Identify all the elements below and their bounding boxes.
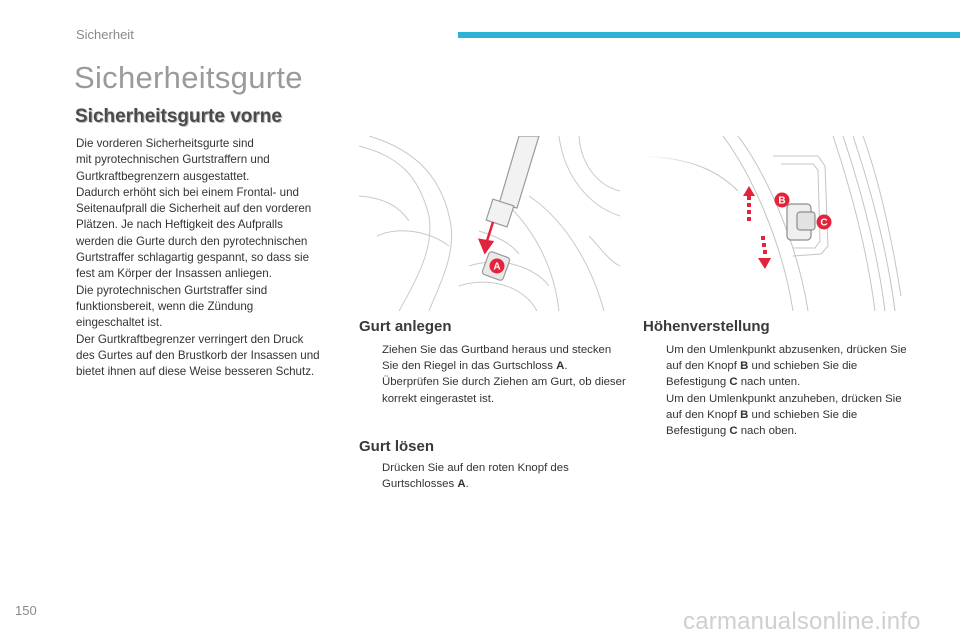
intro-line: mit pyrotechnischen Gurtstraffern und [76,153,270,167]
seatbelt-buckle-illustration [359,136,620,311]
seatbelt-height-adjuster-illustration [643,136,903,311]
heading-hoehenverstellung: Höhenverstellung [643,318,770,335]
intro-text [76,136,338,380]
page-title: Sicherheitsgurte [74,60,303,95]
callout-b: B [778,195,786,207]
intro-line: Dadurch erhöht sich bei einem Frontal- und [76,185,299,199]
list-item: Ziehen Sie das Gurtband heraus und stecken Sie den Riegel in das Gurtschloss A. [382,344,612,373]
page-number: 150 [15,603,37,618]
intro-line: Die vorderen Sicherheitsgurte sind [76,137,254,150]
intro-line: Gurtkraftbegrenzern ausgestattet. [76,169,250,183]
intro-line: fest am Körper der Insassen anliegen. [76,267,272,281]
intro-line: funktionsbereit, wenn die Zündung [76,299,254,313]
callout-c: C [820,217,828,229]
intro-line: Plätzen. Je nach Heftigkeit des Aufpralls [76,218,283,232]
heading-gurt-loesen: Gurt lösen [359,438,435,455]
intro-line: Die pyrotechnischen Gurtstraffer sind [76,283,268,297]
intro-line: Gurtstraffer schlagartig gespannt, so dass sie [76,251,310,265]
list-hoehenverstellung [643,342,913,439]
list-gurt-anlegen [359,342,627,407]
intro-line: eingeschaltet ist. [76,316,163,330]
callout-a: A [493,261,501,273]
intro-line: Seitenaufprall die Sicherheit auf den vorderen [76,202,312,216]
intro-line: werden die Gurte durch den pyrotechnischen [76,234,308,248]
list-item: Um den Umlenkpunkt anzuheben, drücken Sie auf den Knopf B und schieben Sie die Befestigung C nach oben. [666,392,902,438]
watermark: carmanualsonline.info [683,608,921,635]
header-accent-bar [458,32,960,38]
heading-gurt-anlegen: Gurt anlegen [359,318,452,335]
list-item: Um den Umlenkpunkt abzusenken, drücken Sie auf den Knopf B und schieben Sie die Befestigung C nach unten. [666,344,907,389]
list-gurt-loesen [359,460,627,492]
list-item: Drücken Sie auf den roten Knopf des Gurtschlosses A. [382,462,569,491]
list-item: Überprüfen Sie durch Ziehen am Gurt, ob dieser korrekt eingerastet ist. [382,376,626,405]
intro-line: bietet ihnen auf diese Weise besseren Schutz. [76,365,315,379]
intro-line: des Gurtes auf den Brustkorb der Insassen und [76,348,320,362]
intro-line: Der Gurtkraftbegrenzer verringert den Druck [76,332,304,346]
section-title: Sicherheitsgurte vorne [75,106,282,127]
section-header: Sicherheit [76,27,134,42]
